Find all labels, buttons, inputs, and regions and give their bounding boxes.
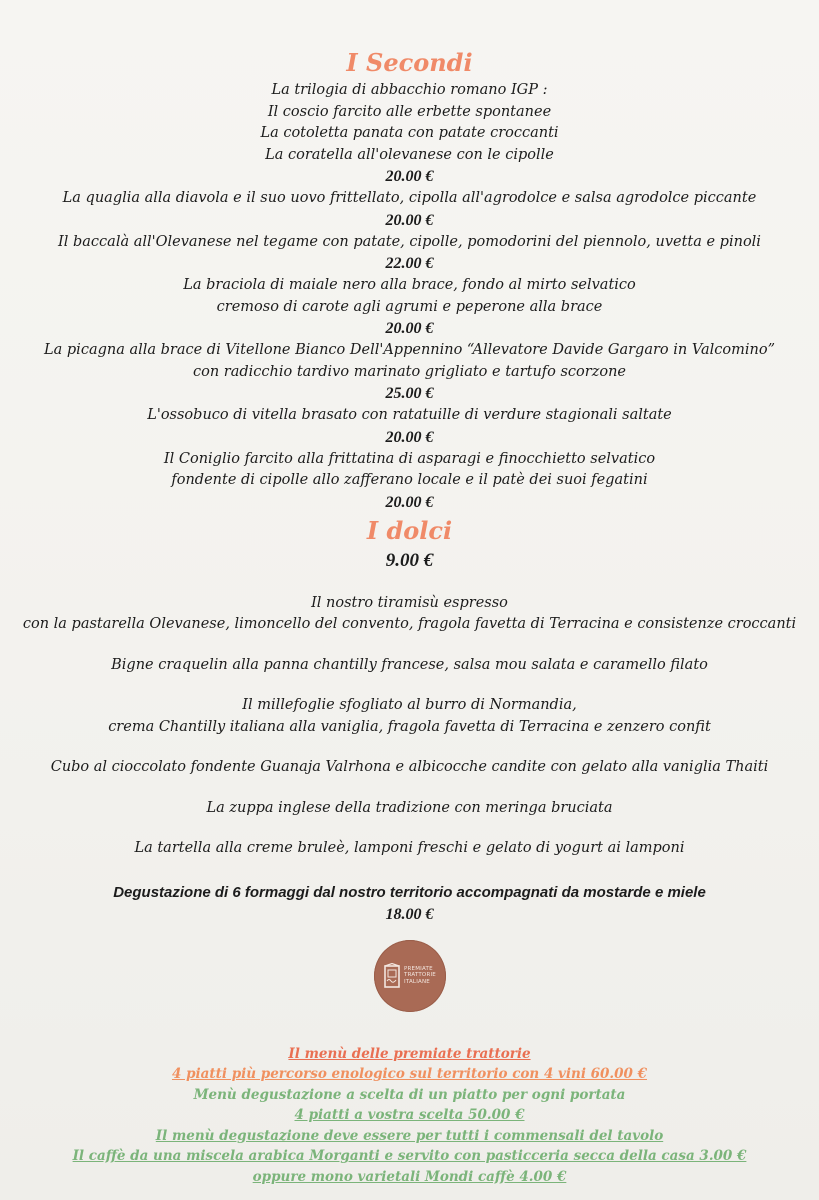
menu-content	[0, 46, 819, 1188]
secondi-item	[0, 232, 819, 276]
logo-line: TRATTORIE	[404, 972, 436, 979]
dish-line: La picagna alla brace di Vitellone Bianco Dell'Appennino “Allevatore Davide Gargaro in Valcomino”	[44, 342, 775, 358]
cheese-tasting: Degustazione di 6 formaggi dal nostro territorio accompagnati da mostarde e miele	[113, 883, 706, 901]
promo-line: Il menù degustazione deve essere per tutti i commensali del tavolo	[155, 1127, 664, 1144]
dish-line: cremoso di carote agli agrumi e peperone alla brace	[216, 298, 603, 315]
dish-price: 20.00 €	[385, 211, 434, 229]
dessert-line: con la pastarella Olevanese, limoncello del convento, fragola favetta di Terracina e consistenze croccanti	[22, 616, 797, 632]
promo-line: Menù degustazione a scelta di un piatto per ogni portata	[193, 1086, 626, 1103]
logo-line: ITALIANE	[404, 978, 430, 985]
dessert-line: Bigne craquelin alla panna chantilly francese, salsa mou salata e caramello filato	[111, 656, 708, 673]
dessert-item	[0, 757, 819, 779]
secondi-item	[0, 405, 819, 449]
dish-line: Il baccalà all'Olevanese nel tegame con patate, cipolle, pomodorini del piennolo, uvetta e pinoli	[58, 233, 761, 250]
dish-price: 22.00 €	[385, 255, 434, 272]
secondi-item	[0, 449, 819, 514]
dish-price: 20.00 €	[385, 428, 434, 446]
dish-line: La quaglia alla diavola e il suo uovo frittellato, cipolla all'agrodolce e salsa agrodolce piccante	[62, 190, 757, 206]
logo-line: PREMIATE	[404, 965, 433, 972]
dolci-price: 9.00 €	[385, 549, 434, 571]
dish-line: fondente di cipolle allo zafferano locale e il patè dei suoi fegatini	[171, 472, 648, 488]
premiate-trattorie-logo	[374, 940, 446, 1012]
dish-price: 20.00 €	[385, 493, 434, 511]
trattoria-door-icon	[383, 963, 401, 989]
dessert-item	[0, 838, 819, 860]
promo-line: oppure mono varietali Mondi caffè 4.00 €	[252, 1169, 567, 1186]
dessert-line: Cubo al cioccolato fondente Guanaja Valrhona e albicocche candite con gelato alla vaniglia Thaiti	[50, 759, 769, 775]
dessert-item	[0, 695, 819, 738]
dessert-line: crema Chantilly italiana alla vaniglia, fragola favetta di Terracina e zenzero confit	[108, 718, 711, 735]
promo-line: 4 piatti a vostra scelta 50.00 €	[294, 1107, 525, 1124]
dolci-title: I dolci	[366, 515, 453, 545]
cheese-price: 18.00 €	[385, 905, 434, 923]
dish-line: Il coscio farcito alle erbette spontanee	[267, 103, 552, 120]
logo-area	[0, 940, 819, 1016]
secondi-item	[0, 340, 819, 405]
dessert-line: La zuppa inglese della tradizione con meringa bruciata	[206, 799, 613, 816]
secondi-item	[0, 188, 819, 232]
dish-line: con radicchio tardivo marinato grigliato e tartufo scorzone	[192, 363, 626, 380]
dish-price: 25.00 €	[385, 385, 434, 402]
dessert-item	[0, 593, 819, 636]
promo-line: 4 piatti più percorso enologico sul territorio con 4 vini 60.00 €	[171, 1066, 648, 1083]
secondi-item	[0, 275, 819, 340]
dish-price: 20.00 €	[385, 320, 434, 337]
tasting-menu-info	[0, 1044, 819, 1188]
logo-text	[404, 966, 436, 986]
dessert-line: Il nostro tiramisù espresso	[311, 594, 508, 611]
dessert-line: Il millefoglie sfogliato al burro di Normandia,	[242, 697, 577, 713]
dish-line: La coratella all'olevanese con le cipolle	[265, 146, 554, 163]
promo-line: Il caffè da una miscela arabica Morganti e servito con pasticceria secca della casa 3.00 €	[72, 1148, 747, 1165]
dish-line: La braciola di maiale nero alla brace, fondo al mirto selvatico	[183, 277, 636, 293]
dessert-line: La tartella alla creme bruleè, lamponi freschi e gelato di yogurt ai lamponi	[134, 840, 685, 856]
secondi-title: I Secondi	[346, 48, 473, 77]
dish-line: Il Coniglio farcito alla frittatina di asparagi e finocchietto selvatico	[163, 450, 656, 467]
dish-line: La cotoletta panata con patate croccanti	[260, 125, 559, 141]
dish-line: L'ossobuco di vitella brasato con ratatuille di verdure stagionali saltate	[147, 407, 672, 423]
dessert-item	[0, 798, 819, 820]
promo-line: Il menù delle premiate trattorie	[288, 1045, 531, 1062]
dish-line: La trilogia di abbacchio romano IGP :	[271, 82, 548, 98]
dish-price: 20.00 €	[385, 168, 434, 185]
dessert-item	[0, 655, 819, 677]
secondi-item	[0, 80, 819, 188]
